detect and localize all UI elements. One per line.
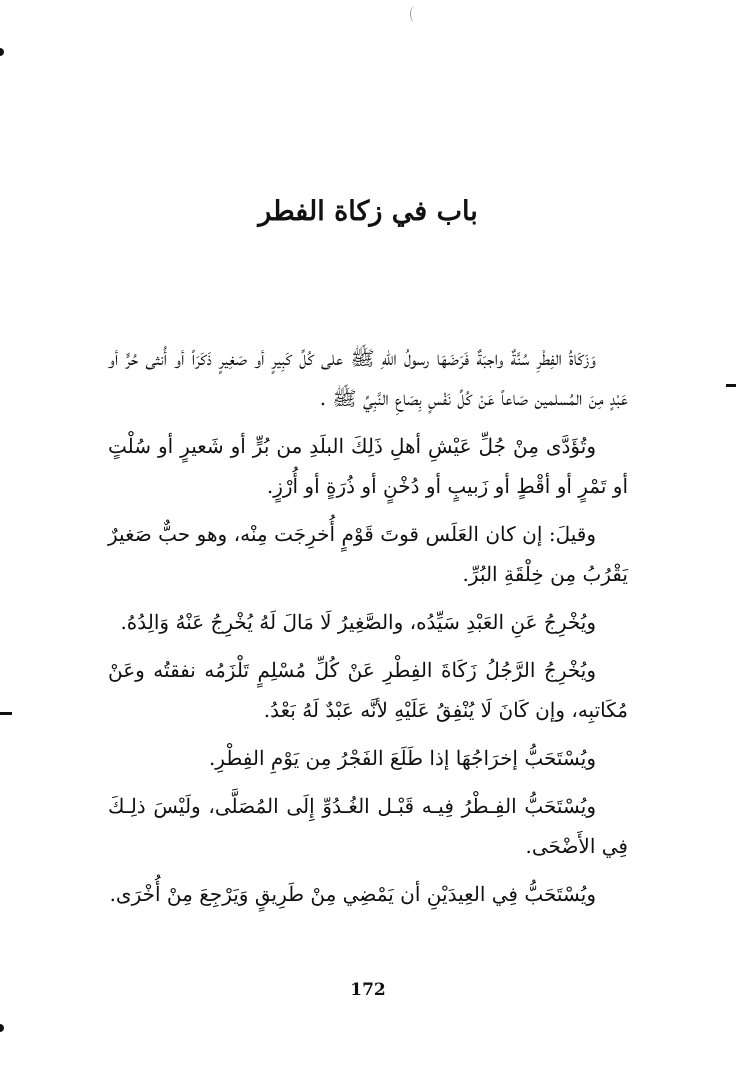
paragraph-3: وقيلَ: إن كان العَلَس قوتَ قَوْمٍ أُخرِجَت مِنْه، وهو حبٌّ صَغيرٌ يَقْرُبُ مِن خِلْقَةِ البُرِّ. bbox=[108, 522, 628, 586]
paragraph-1: وَزَكَاةُ الفِطْرِ سُنَّةٌ واجبَةٌ فَرَضَهَا رسولُ اللّهِ ﷺ على كُلِّ كَبِيرٍ أو صَغِيرٍ ذَكَرَاً أو أُنثى حُرٍّ أو عَبْدٍ مِنَ المُسلمين صَاعاً عَنْ كُلِّ نَفْسٍ بِصَاعِ النَّبِيِّ ﷺ . bbox=[108, 346, 628, 410]
chapter-title: باب في زكاة الفطر bbox=[258, 196, 478, 227]
paragraph-8: ويُسْتَحَبُّ فِي العِيدَيْنِ أن يَمْضِي مِنْ طَرِيقٍ وَيَرْجِعَ مِنْ أُخْرَى. bbox=[109, 882, 596, 906]
paragraph-7: ويُسْتَحَبُّ الفِـطْرُ فِيـه قَبْـل الغُـدُوِّ إِلَى المُصَلَّى، ولَيْسَ ذلِـكَ فِي الأَضْحَى. bbox=[108, 794, 628, 858]
paragraph-6: ويُسْتَحَبُّ إخرَاجُهَا إذا طَلَعَ الفَجْرُ مِن يَوْمِ الفِطْرِ. bbox=[208, 746, 596, 770]
scan-mark-right-1 bbox=[726, 384, 736, 387]
paragraph-5: ويُخْرِجُ الرَّجُلُ زَكَاةَ الفِطْرِ عَنْ كُلِّ مُسْلِمٍ تَلْزَمُه نفقتُه وعَنْ مُكَاتبِه، وإن كَانَ لَا يُنْفِقُ عَلَيْهِ لأنَّه عَبْدٌ لَهُ بَعْدُ. bbox=[108, 658, 628, 722]
paragraph-4: ويُخْرِجُ عَنِ العَبْدِ سَيِّدُه، والصَّغِيرُ لَا مَالَ لَهُ يُخْرِجُ عَنْهُ وَالِدُهُ. bbox=[120, 610, 596, 634]
page-number: 172 bbox=[350, 980, 386, 1000]
chapter-body bbox=[108, 338, 628, 922]
paragraph-2: وتُؤَدَّى مِنْ جُلِّ عَيْشِ أهلِ ذَلِكَ البلَدِ من بُرٍّ أو شَعيرٍ أو سُلْتٍ أو تَمْرٍ أو أقْطٍ أو زَبيبٍ أو دُخْنٍ أو ذُرَةٍ أو أُرْزٍ. bbox=[108, 434, 628, 498]
scan-mark-top-left bbox=[0, 48, 4, 56]
scan-mark-left-1 bbox=[0, 712, 12, 715]
scan-mark-bottom-left bbox=[0, 1024, 4, 1032]
scan-artifact-arc bbox=[410, 6, 419, 22]
